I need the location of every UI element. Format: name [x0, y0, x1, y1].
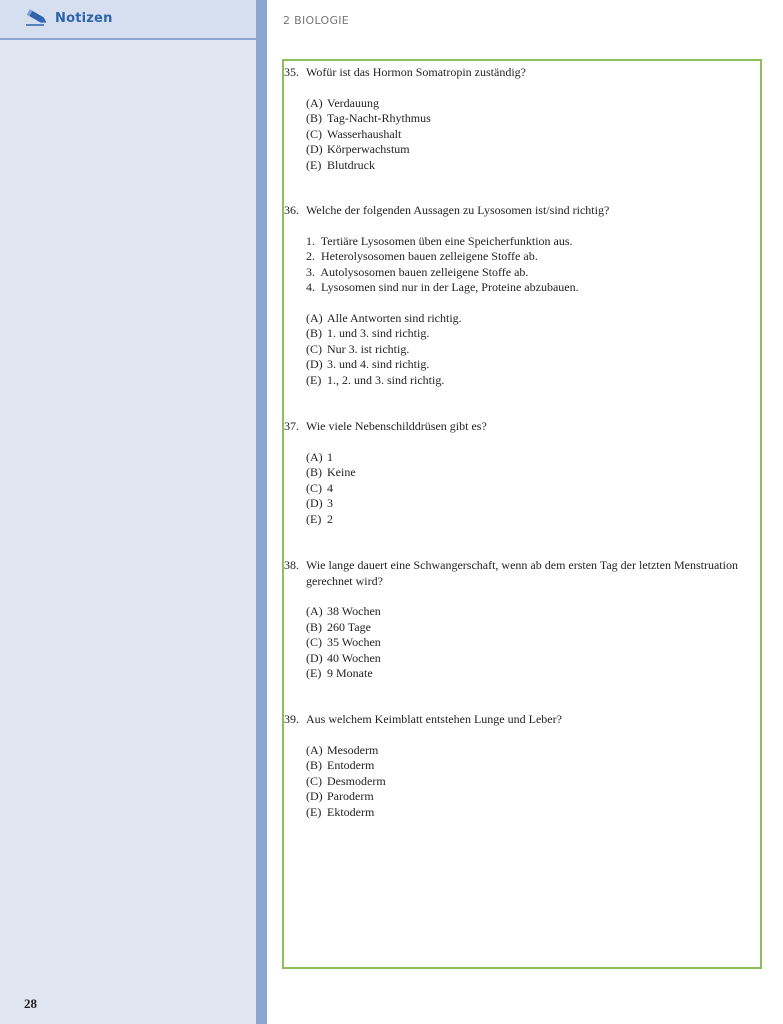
- answer-text: Paroderm: [327, 789, 374, 803]
- answer-option[interactable]: [306, 311, 754, 327]
- answer-letter: (D): [306, 650, 323, 665]
- statement-text: Autolysosomen bauen zelleigene Stoffe ab.: [320, 264, 529, 279]
- statement-number: 2.: [306, 249, 315, 263]
- answer-letter: (D): [306, 496, 323, 510]
- answer-letter: (C): [306, 773, 322, 788]
- answer-option[interactable]: [306, 465, 754, 481]
- answer-text: Blutdruck: [327, 157, 375, 172]
- answer-text: Tag-Nacht-Rhythmus: [327, 111, 431, 125]
- section-title: 2 BIOLOGIE: [283, 14, 350, 27]
- answer-letter: (B): [306, 619, 322, 634]
- statement-number: 3.: [306, 264, 315, 279]
- answer-text: 40 Wochen: [327, 650, 381, 665]
- notizen-tab[interactable]: [0, 0, 256, 40]
- answer-option[interactable]: [306, 496, 754, 512]
- answer-option[interactable]: [306, 142, 754, 158]
- answer-text: Keine: [327, 465, 356, 479]
- answer-option[interactable]: [306, 373, 754, 389]
- answer-text: Alle Antworten sind richtig.: [327, 310, 462, 325]
- answer-option[interactable]: [306, 450, 754, 466]
- question-36: [284, 203, 754, 388]
- statement-number: 1.: [306, 233, 315, 248]
- answer-option[interactable]: [306, 743, 754, 759]
- answer-option[interactable]: [306, 512, 754, 528]
- answer-text: Wasserhaushalt: [327, 126, 402, 141]
- answer-text: Ektoderm: [327, 804, 375, 819]
- answer-text: Desmoderm: [327, 773, 386, 788]
- statement-number: 4.: [306, 280, 315, 294]
- answer-list: [284, 96, 754, 174]
- answer-list: [284, 743, 754, 821]
- answer-option[interactable]: [306, 326, 754, 342]
- answer-option[interactable]: [306, 805, 754, 821]
- answer-option[interactable]: [306, 127, 754, 143]
- answer-letter: (C): [306, 341, 322, 356]
- question-number: 35.: [284, 65, 299, 79]
- question-text: Aus welchem Keimblatt entstehen Lunge und Leber?: [306, 712, 562, 726]
- notizen-label: Notizen: [55, 11, 113, 26]
- answer-letter: (E): [306, 511, 322, 526]
- sidebar-divider: [256, 0, 267, 1024]
- question-text: Welche der folgenden Aussagen zu Lysosomen ist/sind richtig?: [306, 203, 610, 217]
- answer-letter: (B): [306, 465, 322, 479]
- answer-text: 2: [327, 511, 333, 526]
- answer-text: 38 Wochen: [327, 604, 381, 618]
- answer-list: [284, 311, 754, 389]
- pencil-icon: [24, 7, 50, 27]
- question-number: 36.: [284, 203, 299, 217]
- answer-option[interactable]: [306, 481, 754, 497]
- question-35: [284, 65, 754, 173]
- answer-letter: (E): [306, 157, 322, 172]
- answer-text: 1: [327, 449, 333, 464]
- statement-text: Heterolysosomen bauen zelleigene Stoffe ab.: [321, 249, 538, 263]
- answer-letter: (E): [306, 372, 322, 387]
- answer-text: 9 Monate: [327, 666, 373, 680]
- statement-item: [306, 249, 754, 265]
- answer-list: [284, 604, 754, 682]
- answer-option[interactable]: [306, 357, 754, 373]
- answer-letter: (A): [306, 604, 323, 618]
- statement-text: Lysosomen sind nur in der Lage, Proteine abzubauen.: [321, 280, 579, 294]
- answer-letter: (B): [306, 326, 322, 340]
- statement-item: [306, 234, 754, 250]
- answer-option[interactable]: [306, 651, 754, 667]
- answer-letter: (B): [306, 111, 322, 125]
- answer-letter: (D): [306, 789, 323, 803]
- answer-option[interactable]: [306, 96, 754, 112]
- answer-letter: (C): [306, 480, 322, 495]
- question-number: 37.: [284, 419, 299, 433]
- answer-text: 35 Wochen: [327, 635, 381, 649]
- question-text: Wie lange dauert eine Schwangerschaft, wenn ab dem ersten Tag der letzten Menstruation gerechnet wird?: [306, 558, 738, 588]
- question-39: [284, 712, 754, 820]
- question-text: Wofür ist das Hormon Somatropin zuständig?: [306, 65, 527, 79]
- statement-item: [306, 265, 754, 281]
- answer-option[interactable]: [306, 666, 754, 682]
- answer-option[interactable]: [306, 158, 754, 174]
- answer-text: Körperwachstum: [327, 142, 410, 156]
- question-text: Wie viele Nebenschilddrüsen gibt es?: [306, 419, 487, 433]
- answer-text: Nur 3. ist richtig.: [327, 341, 410, 356]
- statement-list: [284, 234, 754, 296]
- answer-list: [284, 450, 754, 528]
- answer-letter: (C): [306, 635, 322, 649]
- answer-option[interactable]: [306, 789, 754, 805]
- answer-text: Entoderm: [327, 758, 375, 772]
- question-37: [284, 419, 754, 527]
- answer-option[interactable]: [306, 604, 754, 620]
- notes-sidebar: [0, 0, 256, 1024]
- answer-letter: (D): [306, 142, 323, 156]
- answer-letter: (C): [306, 126, 322, 141]
- page-number: 28: [24, 996, 37, 1011]
- answer-text: 3: [327, 496, 333, 510]
- statement-item: [306, 280, 754, 296]
- answer-text: 1., 2. und 3. sind richtig.: [327, 372, 445, 387]
- answer-option[interactable]: [306, 635, 754, 651]
- answer-option[interactable]: [306, 774, 754, 790]
- answer-text: Mesoderm: [327, 742, 379, 757]
- statement-text: Tertiäre Lysosomen üben eine Speicherfunktion aus.: [320, 233, 573, 248]
- answer-letter: (A): [306, 742, 323, 757]
- question-box: [282, 59, 762, 969]
- answer-text: 1. und 3. sind richtig.: [327, 326, 430, 340]
- answer-text: 3. und 4. sind richtig.: [327, 357, 430, 371]
- answer-letter: (B): [306, 758, 322, 772]
- answer-letter: (A): [306, 310, 323, 325]
- question-38: [284, 558, 754, 682]
- answer-option[interactable]: [306, 342, 754, 358]
- answer-option[interactable]: [306, 620, 754, 636]
- answer-letter: (A): [306, 449, 323, 464]
- answer-text: 4: [327, 480, 333, 495]
- notes-area[interactable]: [0, 48, 256, 1024]
- question-number: 38.: [284, 558, 299, 572]
- question-number: 39.: [284, 712, 299, 726]
- answer-letter: (E): [306, 804, 322, 819]
- answer-option[interactable]: [306, 758, 754, 774]
- answer-letter: (E): [306, 666, 322, 680]
- answer-option[interactable]: [306, 111, 754, 127]
- answer-text: Verdauung: [327, 95, 379, 110]
- answer-letter: (A): [306, 95, 323, 110]
- answer-letter: (D): [306, 357, 323, 371]
- answer-text: 260 Tage: [327, 619, 371, 634]
